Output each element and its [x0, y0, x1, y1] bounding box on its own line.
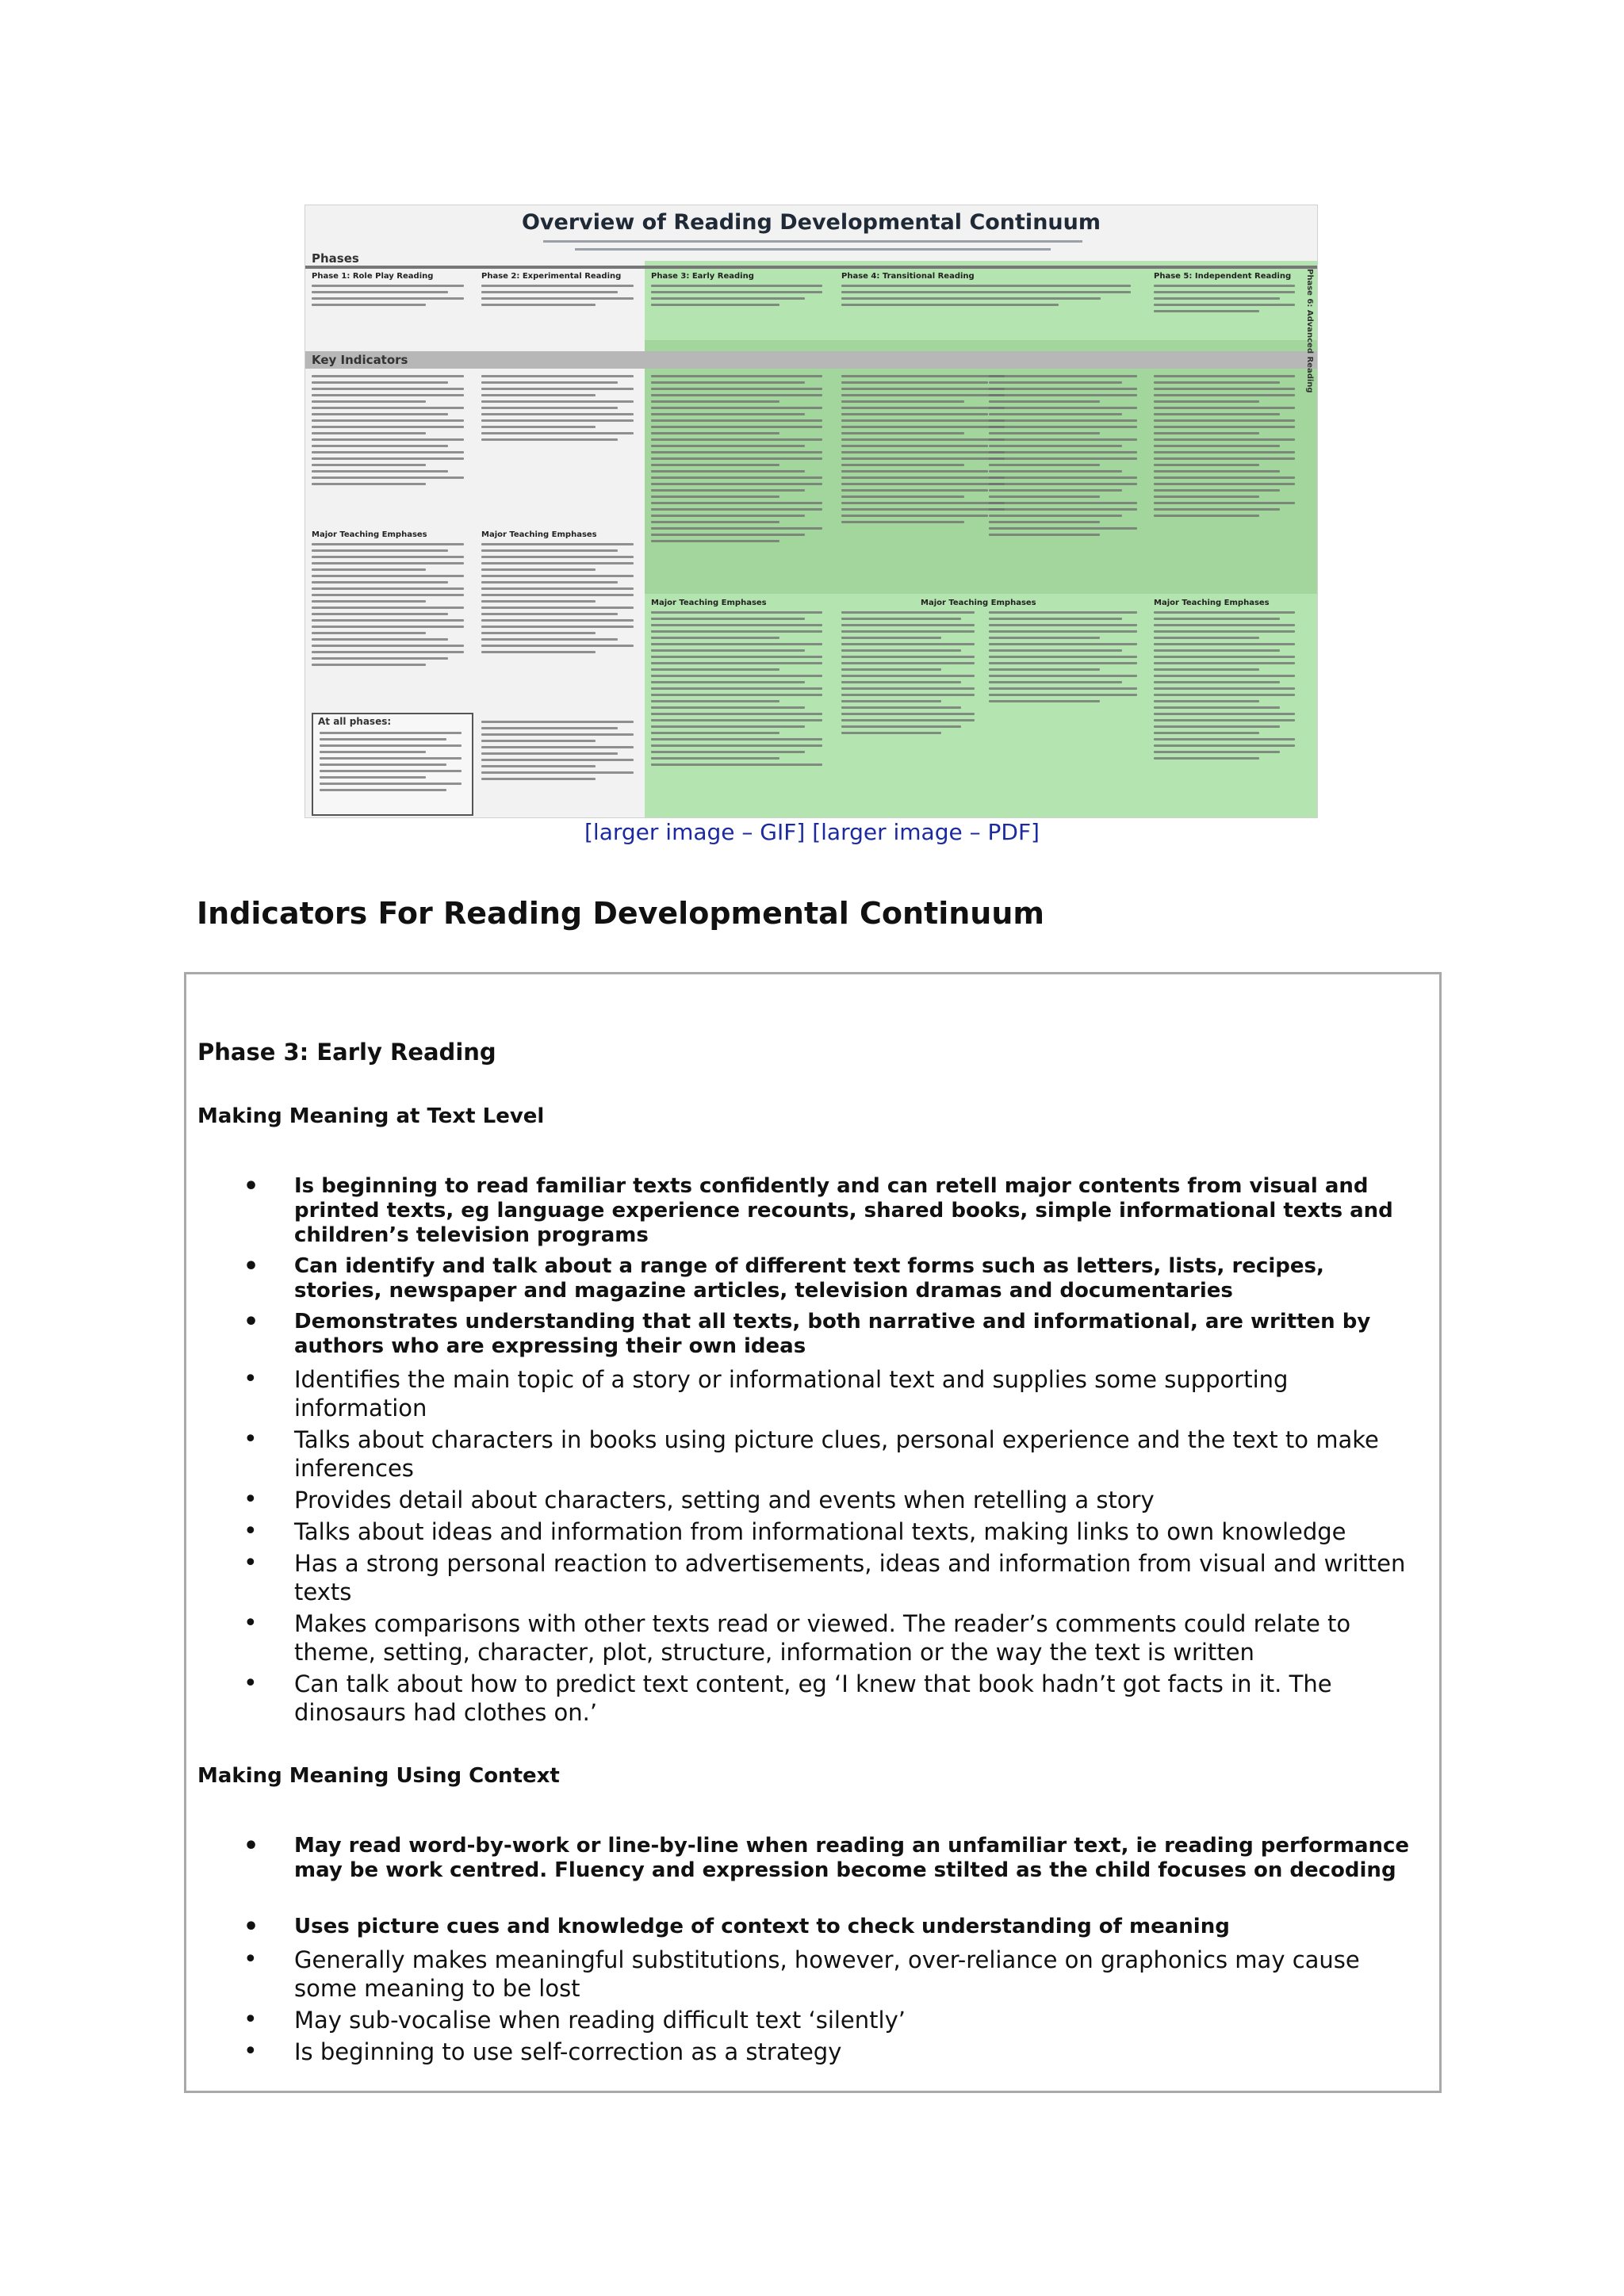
- indicator-item: [186, 1609, 1431, 1667]
- figure-text-block: [651, 375, 829, 589]
- bullet-icon: •: [243, 1609, 258, 1637]
- figure-teaching-label: Major Teaching Emphases: [1154, 599, 1270, 607]
- figure-all-phases-box: [312, 713, 473, 816]
- indicator-text: Is beginning to use self-correction as a strategy: [294, 2038, 842, 2065]
- indicator-text: Talks about ideas and information from informational texts, making links to own knowledge: [294, 1518, 1346, 1545]
- figure-text-block: [841, 611, 980, 809]
- figure-text-block: [481, 375, 640, 518]
- indicator-text: Is beginning to read familiar texts confidently and can retell major contents from visual and printed texts, eg language experience recounts, shared books, simple informational texts and children’s television programs: [294, 1174, 1393, 1247]
- bullet-icon: •: [243, 2038, 258, 2065]
- indicator-text: Talks about characters in books using picture clues, personal experience and the text to make inferences: [294, 1426, 1379, 1482]
- bullet-icon: •: [243, 1253, 259, 1280]
- figure-indicators-band: [305, 351, 1317, 369]
- indicator-text: May read word-by-work or line-by-line when reading an unfamiliar text, ie reading performance may be work centred. Fluency and expression become stilted as the child focuses on decoding: [294, 1834, 1410, 1882]
- figure-subtitle-line: [575, 248, 1051, 251]
- bullet-icon: •: [243, 1913, 259, 1941]
- figure-phase-label: Phase 2: Experimental Reading: [481, 272, 622, 281]
- indicator-item: [186, 1915, 1431, 1939]
- figure-text-block: [989, 375, 1143, 589]
- indicator-item: [186, 2038, 1431, 2066]
- bullet-icon: •: [243, 1670, 258, 1697]
- figure-text-block: [989, 611, 1143, 809]
- figure-text-block: [312, 285, 470, 332]
- figure-text-block: [1154, 285, 1300, 332]
- bullet-icon: •: [243, 1486, 258, 1513]
- figure-phase-label: Phase 1: Role Play Reading: [312, 272, 434, 281]
- figure-teaching-label: Major Teaching Emphases: [921, 599, 1036, 607]
- bullet-icon: •: [243, 1173, 259, 1200]
- indicator-item: [186, 1365, 1431, 1422]
- indicator-text: Demonstrates understanding that all texts, both narrative and informational, are written by authors who are expressing their own ideas: [294, 1310, 1371, 1358]
- figure-section-phases: Phases: [312, 251, 359, 266]
- figure-links: [0, 819, 1624, 845]
- indicator-text: May sub-vocalise when reading difficult text ‘silently’: [294, 2007, 906, 2034]
- overview-figure: [304, 205, 1318, 818]
- bullet-icon: •: [243, 1517, 258, 1545]
- section-title-context: Making Meaning Using Context: [197, 1764, 560, 1788]
- figure-section-key-indicators: Key Indicators: [312, 353, 408, 367]
- indicators-content-box: [184, 972, 1442, 2093]
- figure-teaching-label: Major Teaching Emphases: [651, 599, 767, 607]
- figure-phases-band: [305, 266, 1317, 269]
- indicator-item: [186, 1946, 1431, 2003]
- figure-text-block: [481, 543, 640, 702]
- indicator-text: Can identify and talk about a range of different text forms such as letters, lists, recipes, stories, newspaper and magazine articles, television dramas and documentaries: [294, 1254, 1324, 1303]
- figure-phase-label: Phase 3: Early Reading: [651, 272, 754, 281]
- page-title: Indicators For Reading Developmental Continuum: [197, 896, 1044, 931]
- indicator-list-context: [186, 1834, 1431, 2069]
- indicator-text: Uses picture cues and knowledge of context to check understanding of meaning: [294, 1915, 1230, 1938]
- bullet-icon: •: [243, 1832, 259, 1860]
- figure-text-block: [651, 285, 829, 332]
- figure-text-block: [651, 611, 829, 809]
- bullet-icon: •: [243, 2006, 258, 2034]
- bullet-icon: •: [243, 1425, 258, 1453]
- indicator-item: [186, 1549, 1431, 1606]
- indicator-item: [186, 1425, 1431, 1483]
- figure-section-all-phases: At all phases:: [318, 716, 392, 727]
- figure-text-block: [841, 375, 1012, 589]
- larger-image-pdf-link[interactable]: [larger image – PDF]: [812, 819, 1040, 845]
- bullet-icon: •: [243, 1308, 259, 1336]
- figure-text-block: [1154, 611, 1300, 809]
- indicator-item: [186, 1174, 1431, 1248]
- figure-phase-label: Phase 5: Independent Reading: [1154, 272, 1292, 281]
- phase-title: Phase 3: Early Reading: [197, 1039, 496, 1066]
- bullet-icon: •: [243, 1365, 258, 1393]
- indicator-text: Identifies the main topic of a story or informational text and supplies some supporting information: [294, 1366, 1289, 1422]
- figure-text-block: [481, 285, 640, 332]
- indicator-text: Can talk about how to predict text content, eg ‘I knew that book hadn’t got facts in it. The dinosaurs had clothes on.’: [294, 1670, 1332, 1726]
- larger-image-gif-link[interactable]: [larger image – GIF]: [584, 819, 806, 845]
- indicator-item: [186, 1670, 1431, 1727]
- bullet-icon: •: [243, 1549, 258, 1577]
- figure-text-block: [481, 721, 640, 800]
- indicator-item: [186, 1517, 1431, 1546]
- indicator-item: [186, 2006, 1431, 2034]
- indicator-text: Generally makes meaningful substitutions, however, over-reliance on graphonics may cause some meaning to be lost: [294, 1946, 1360, 2002]
- bullet-icon: •: [243, 1946, 258, 1973]
- indicator-item: [186, 1834, 1431, 1883]
- figure-subtitle-line: [543, 240, 1082, 243]
- indicator-item: [186, 1254, 1431, 1303]
- figure-vertical-label: Phase 6: Advanced Reading: [1305, 269, 1314, 393]
- indicator-list-text-level: [186, 1174, 1431, 1730]
- indicator-text: Has a strong personal reaction to advertisements, ideas and information from visual and written texts: [294, 1550, 1406, 1605]
- figure-teaching-label: Major Teaching Emphases: [481, 530, 597, 539]
- figure-text-block: [1154, 375, 1300, 589]
- figure-phase-label: Phase 4: Transitional Reading: [841, 272, 975, 281]
- figure-text-block: [312, 543, 470, 702]
- figure-teaching-label: Major Teaching Emphases: [312, 530, 427, 539]
- indicator-item: [186, 1310, 1431, 1359]
- indicator-item: [186, 1486, 1431, 1514]
- indicator-text: Provides detail about characters, setting and events when retelling a story: [294, 1487, 1155, 1513]
- section-title-text-level: Making Meaning at Text Level: [197, 1104, 545, 1128]
- figure-text-block: [841, 285, 1143, 332]
- indicator-text: Makes comparisons with other texts read or viewed. The reader’s comments could relate to theme, setting, character, plot, structure, information or the way the text is written: [294, 1610, 1351, 1666]
- figure-text-block: [312, 375, 470, 518]
- figure-title: Overview of Reading Developmental Continuum: [521, 210, 1101, 235]
